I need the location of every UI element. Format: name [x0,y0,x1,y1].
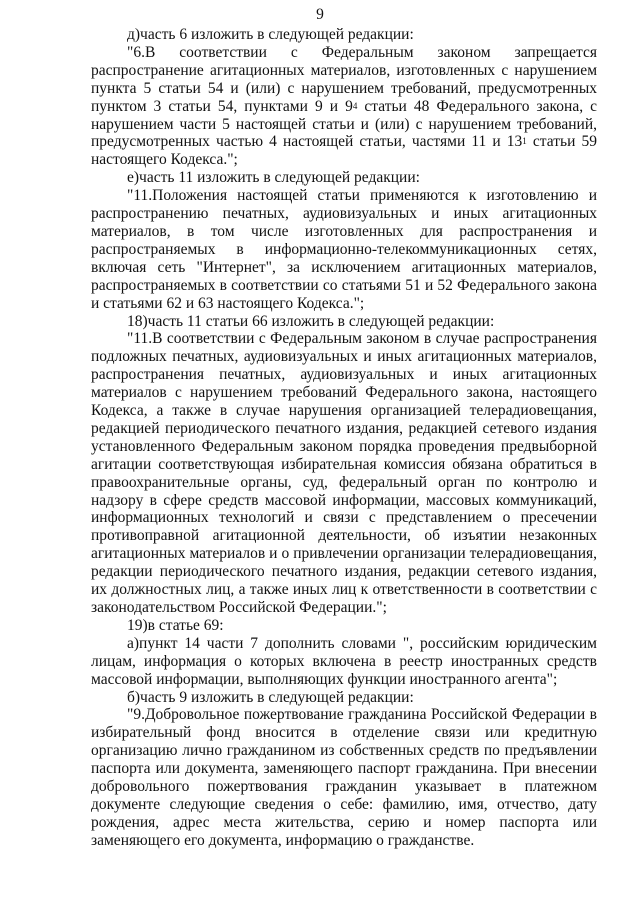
document-body [91,26,597,850]
amendment-item-19: 19)в статье 69: [127,616,224,634]
part-6-text-a: "6.В соответствии с Федеральным законом запрещается распространение агитационных материалов, изготовленных с нарушением пункта 5 статьи 54 и (или) с нарушением требований, предусмотренных пунктом 3 статьи 54, пунктами 9 и 9 [91,43,597,115]
amended-text-part-9: "9.Добровольное пожертвование гражданина Российской Федерации в избирательный фонд вносится в отделение связи или кредитную организацию лично гражданином из собственных средств по предъявлении паспорта или документа, заменяющего паспорт гражданина. При внесении добровольного пожертвования гражданин указывает в платежном документе следующие сведения о себе: фамилию, имя, отчество, дату рождения, адрес места жительства, серию и номер паспорта или заменяющего его документа, информацию о гражданстве. [91,706,597,849]
amended-text-part-11: "11.Положения настоящей статьи применяются к изготовлению и распространению печатных, аудиовизуальных и иных агитационных материалов, в том числе изготовленных для распространения и распространяемых в информационно-телекоммуникационных сетях, включая сеть "Интернет", за исключением агитационных материалов, распространяемых в соответствии со статьями 51 и 52 Федерального закона и статьями 62 и 63 настоящего Кодекса."; [91,187,597,312]
superscript-4: 4 [352,100,358,111]
amendment-item-19-b: б)часть 9 изложить в следующей редакции: [127,688,414,706]
amendment-item-e: е)часть 11 изложить в следующей редакции: [127,169,420,187]
superscript-1: 1 [522,136,527,147]
amended-text-part-6 [91,44,597,169]
amendment-item-19-a: а)пункт 14 части 7 дополнить словами ", российским юридическим лицам, информация о которых включена в реестр иностранных средств массовой информации, выполняющих функции иностранного агента"; [91,634,597,688]
page-number: 9 [316,6,324,23]
part-6-text-c: статьи 59 настоящего Кодекса."; [91,133,597,169]
amended-text-article-66-part-11: "11.В соответствии с Федеральным законом в случае распространения подложных печатных, аудиовизуальных и иных агитационных материалов, распространения печатных, аудиовизуальных и иных агитационных материалов с нарушением требований Федерального закона, настоящего Кодекса, а также в случае нарушения организацией телерадиовещания, редакцией периодического печатного издания, редакцией сетевого издания установленного Федеральным законом порядка проведения предвыборной агитации соответствующая избирательная комиссия обязана обратиться в правоохранительные органы, суд, федеральный орган по контролю и надзору в сфере средств массовой информации, массовых коммуникаций, информационных технологий и связи с представлением о пресечении противоправной агитационной деятельности, об изъятии незаконных агитационных материалов и о привлечении организации телерадиовещания, редакции периодического печатного издания, редакции сетевого издания, их должностных лиц, а также иных лиц к ответственности в соответствии с законодательством Российской Федерации."; [91,330,597,616]
part-6-text-b: статьи 48 Федерального закона, с нарушением части 5 настоящей статьи и (или) с нарушением требований, предусмотренных частью 4 настоящей статьи, частями 11 и 13 [91,97,597,151]
amendment-item-d: д)часть 6 изложить в следующей редакции: [127,26,414,43]
amendment-item-18: 18)часть 11 статьи 66 изложить в следующей редакции: [127,312,495,330]
